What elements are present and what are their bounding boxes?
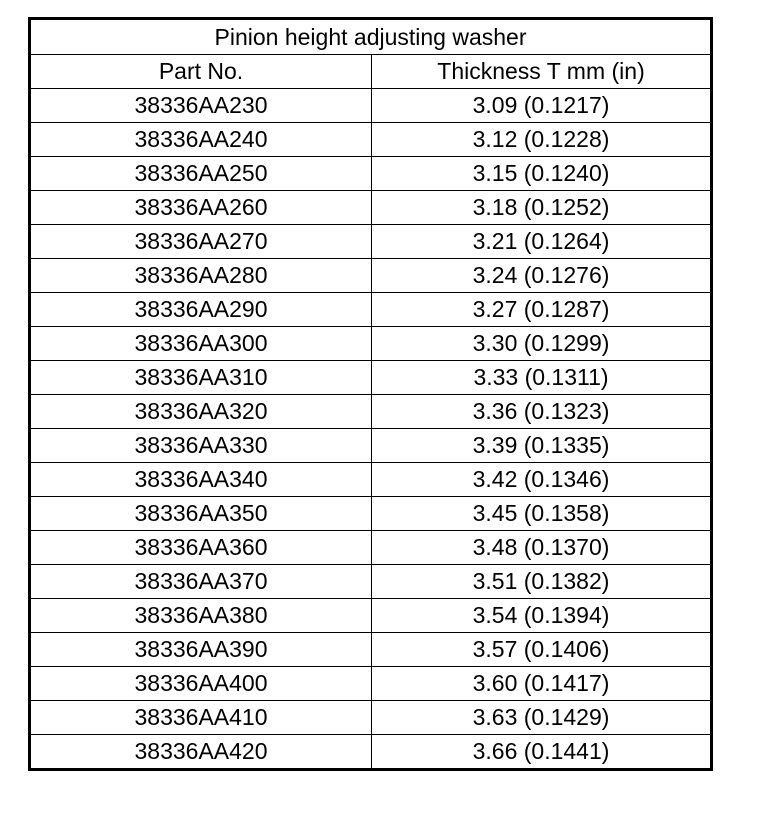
table-row <box>30 667 712 701</box>
part-number-cell: 38336AA380 <box>30 599 372 633</box>
table-row <box>30 701 712 735</box>
table-body <box>30 89 712 770</box>
part-number-cell: 38336AA290 <box>30 293 372 327</box>
table-row <box>30 735 712 770</box>
table-header-row <box>30 55 712 89</box>
table-title: Pinion height adjusting washer <box>30 19 712 55</box>
table-row <box>30 191 712 225</box>
thickness-cell: 3.51 (0.1382) <box>372 565 712 599</box>
thickness-cell: 3.09 (0.1217) <box>372 89 712 123</box>
thickness-cell: 3.36 (0.1323) <box>372 395 712 429</box>
thickness-cell: 3.57 (0.1406) <box>372 633 712 667</box>
table-row <box>30 225 712 259</box>
part-number-cell: 38336AA400 <box>30 667 372 701</box>
part-number-cell: 38336AA230 <box>30 89 372 123</box>
thickness-cell: 3.48 (0.1370) <box>372 531 712 565</box>
thickness-cell: 3.24 (0.1276) <box>372 259 712 293</box>
thickness-cell: 3.33 (0.1311) <box>372 361 712 395</box>
thickness-cell: 3.45 (0.1358) <box>372 497 712 531</box>
part-number-cell: 38336AA280 <box>30 259 372 293</box>
part-number-cell: 38336AA390 <box>30 633 372 667</box>
thickness-cell: 3.27 (0.1287) <box>372 293 712 327</box>
column-header-part-no: Part No. <box>30 55 372 89</box>
part-number-cell: 38336AA320 <box>30 395 372 429</box>
thickness-cell: 3.42 (0.1346) <box>372 463 712 497</box>
table-row <box>30 531 712 565</box>
part-number-cell: 38336AA370 <box>30 565 372 599</box>
table-row <box>30 497 712 531</box>
part-number-cell: 38336AA330 <box>30 429 372 463</box>
table-row <box>30 259 712 293</box>
table-row <box>30 565 712 599</box>
part-number-cell: 38336AA250 <box>30 157 372 191</box>
part-number-cell: 38336AA240 <box>30 123 372 157</box>
part-number-cell: 38336AA420 <box>30 735 372 770</box>
thickness-cell: 3.21 (0.1264) <box>372 225 712 259</box>
part-number-cell: 38336AA300 <box>30 327 372 361</box>
part-number-cell: 38336AA310 <box>30 361 372 395</box>
thickness-cell: 3.54 (0.1394) <box>372 599 712 633</box>
part-number-cell: 38336AA360 <box>30 531 372 565</box>
part-number-cell: 38336AA410 <box>30 701 372 735</box>
thickness-cell: 3.18 (0.1252) <box>372 191 712 225</box>
thickness-cell: 3.66 (0.1441) <box>372 735 712 770</box>
table-row <box>30 293 712 327</box>
table-row <box>30 123 712 157</box>
thickness-cell: 3.12 (0.1228) <box>372 123 712 157</box>
washer-table <box>28 17 713 771</box>
thickness-cell: 3.63 (0.1429) <box>372 701 712 735</box>
thickness-cell: 3.39 (0.1335) <box>372 429 712 463</box>
table-row <box>30 327 712 361</box>
table-row <box>30 599 712 633</box>
table-title-row <box>30 19 712 55</box>
column-header-thickness: Thickness T mm (in) <box>372 55 712 89</box>
table-row <box>30 361 712 395</box>
thickness-cell: 3.30 (0.1299) <box>372 327 712 361</box>
table-row <box>30 157 712 191</box>
table-row <box>30 463 712 497</box>
part-number-cell: 38336AA260 <box>30 191 372 225</box>
table-row <box>30 633 712 667</box>
thickness-cell: 3.15 (0.1240) <box>372 157 712 191</box>
part-number-cell: 38336AA350 <box>30 497 372 531</box>
table-row <box>30 395 712 429</box>
thickness-cell: 3.60 (0.1417) <box>372 667 712 701</box>
part-number-cell: 38336AA340 <box>30 463 372 497</box>
part-number-cell: 38336AA270 <box>30 225 372 259</box>
table-row <box>30 89 712 123</box>
table-row <box>30 429 712 463</box>
